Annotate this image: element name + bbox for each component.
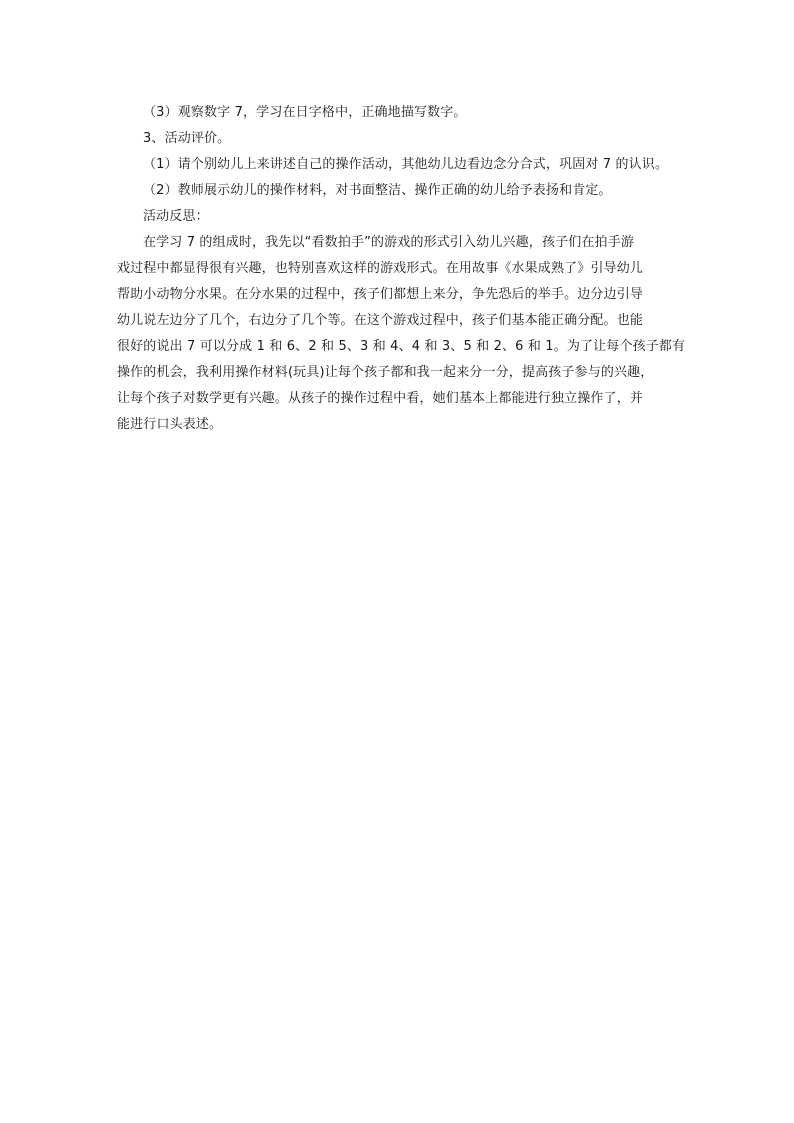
evaluation-item-2: （2）教师展示幼儿的操作材料，对书面整洁、操作正确的幼儿给予表扬和肯定。 (143, 183, 612, 198)
reflection-line: 很好的说出 7 可以分成 1 和 6、2 和 5、3 和 4、4 和 3、5 和 2、6 和 1。为了让每个孩子都有 (117, 339, 686, 354)
reflection-line: 幼儿说左边分了几个，右边分了几个等。在这个游戏过程中，孩子们基本能正确分配。也能 (117, 313, 644, 328)
reflection-line: 能进行口头表述。 (117, 417, 223, 432)
reflection-paragraph (117, 230, 686, 438)
reflection-line: 操作的机会，我利用操作材料(玩具)让每个孩子都和我一起来分一分，提高孩子参与的兴趣， (117, 365, 654, 380)
section-3-heading: 3、活动评价。 (143, 131, 231, 146)
reflection-line: 戏过程中都显得很有兴趣，也特别喜欢这样的游戏形式。在用故事《水果成熟了》引导幼儿 (117, 261, 644, 276)
step-3-sub-3-text: （3）观察数字 7，学习在日字格中，正确地描写数字。 (143, 105, 467, 120)
reflection-line: 帮助小动物分水果。在分水果的过程中，孩子们都想上来分，争先恐后的举手。边分边引导 (117, 287, 644, 302)
reflection-line: 在学习 7 的组成时，我先以“看数拍手”的游戏的形式引入幼儿兴趣，孩子们在拍手游 (143, 235, 635, 250)
document-body (117, 100, 686, 438)
reflection-heading: 活动反思： (143, 209, 209, 224)
reflection-line: 让每个孩子对数学更有兴趣。从孩子的操作过程中看，她们基本上都能进行独立操作了，并 (117, 391, 644, 406)
evaluation-item-1: （1）请个别幼儿上来讲述自己的操作活动，其他幼儿边看边念分合式，巩固对 7 的认识。 (143, 157, 669, 172)
